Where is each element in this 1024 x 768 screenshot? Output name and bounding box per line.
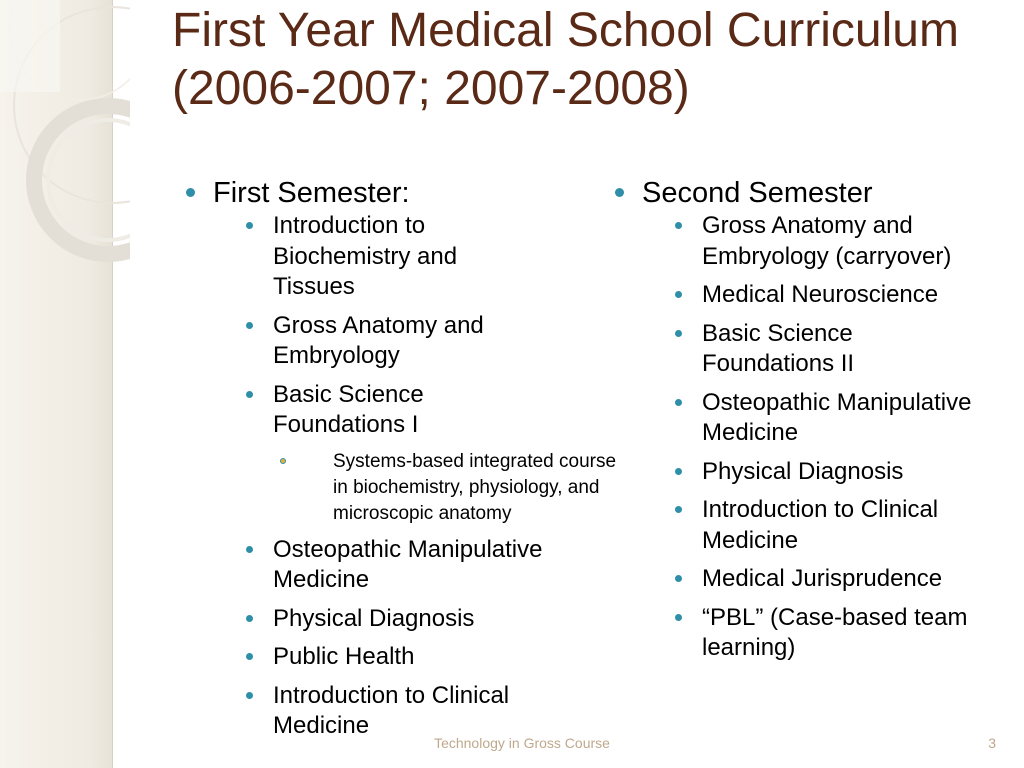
- list-item: [213, 681, 563, 742]
- hollow-circle-icon: [675, 614, 682, 621]
- second-semester-heading-item: [612, 175, 992, 664]
- small-dot-icon: [280, 458, 286, 464]
- course-label: Gross Anatomy and Embryology (carryover): [702, 212, 952, 270]
- course-label: Introduction to Clinical Medicine: [702, 496, 939, 554]
- hollow-circle-icon: [246, 391, 253, 398]
- list-item: [213, 211, 563, 303]
- first-semester-course-list: [213, 211, 617, 742]
- list-item: [213, 311, 563, 372]
- course-label: Physical Diagnosis: [273, 604, 475, 632]
- list-item: [642, 319, 992, 380]
- first-semester-column: [183, 175, 617, 750]
- first-semester-heading-item: [183, 175, 617, 742]
- course-label: Osteopathic Manipulative Medicine: [702, 388, 972, 446]
- slide-title: First Year Medical School Curriculum (2006-2007; 2007-2008): [172, 4, 959, 115]
- list-item: [213, 604, 563, 635]
- list-item: [213, 380, 617, 527]
- course-label: Public Health: [273, 643, 415, 670]
- course-label: Physical Diagnosis: [702, 457, 904, 485]
- list-item: [642, 457, 992, 488]
- hollow-circle-icon: [675, 506, 682, 513]
- second-semester-course-list: [642, 211, 992, 664]
- list-item: [246, 449, 617, 527]
- list-item: [642, 211, 992, 272]
- course-label: Introduction to Biochemistry and Tissues: [273, 212, 458, 300]
- course-detail-list: [273, 449, 617, 527]
- page-number: 3: [988, 735, 996, 751]
- list-item: [642, 564, 992, 595]
- hollow-circle-icon: [675, 575, 682, 582]
- hollow-circle-icon: [246, 692, 253, 699]
- list-item: [213, 535, 563, 596]
- hollow-circle-icon: [675, 222, 682, 229]
- list-item: [642, 603, 992, 664]
- course-label: Basic Science Foundations I: [273, 380, 424, 438]
- course-label: Medical Jurisprudence: [702, 565, 943, 592]
- hollow-circle-icon: [246, 546, 253, 553]
- list-item: [642, 495, 992, 556]
- list-item: [213, 642, 563, 673]
- second-semester-column: [612, 175, 992, 672]
- filled-circle-icon: [615, 188, 624, 197]
- course-label: Medical Neuroscience: [702, 281, 939, 308]
- decorative-rings: [0, 0, 130, 300]
- first-semester-heading: First Semester:: [213, 177, 410, 209]
- hollow-circle-icon: [246, 322, 253, 329]
- course-detail: Systems-based integrated course in biochemistry, physiology, and microscopic anatomy: [333, 450, 617, 524]
- filled-circle-icon: [186, 188, 195, 197]
- course-label: Gross Anatomy and Embryology: [273, 311, 484, 369]
- hollow-circle-icon: [675, 330, 682, 337]
- course-label: “PBL” (Case-based team learning): [702, 603, 968, 661]
- hollow-circle-icon: [246, 615, 253, 622]
- hollow-circle-icon: [675, 399, 682, 406]
- hollow-circle-icon: [675, 468, 682, 475]
- hollow-circle-icon: [675, 291, 682, 298]
- hollow-circle-icon: [246, 222, 253, 229]
- slide-footer: Technology in Gross Course: [434, 735, 610, 751]
- course-label: Osteopathic Manipulative Medicine: [273, 535, 543, 593]
- hollow-circle-icon: [246, 653, 253, 660]
- list-item: [642, 388, 992, 449]
- course-label: Introduction to Clinical Medicine: [273, 681, 510, 739]
- list-item: [642, 280, 992, 311]
- course-label: Basic Science Foundations II: [702, 319, 855, 377]
- second-semester-heading: Second Semester: [642, 177, 873, 209]
